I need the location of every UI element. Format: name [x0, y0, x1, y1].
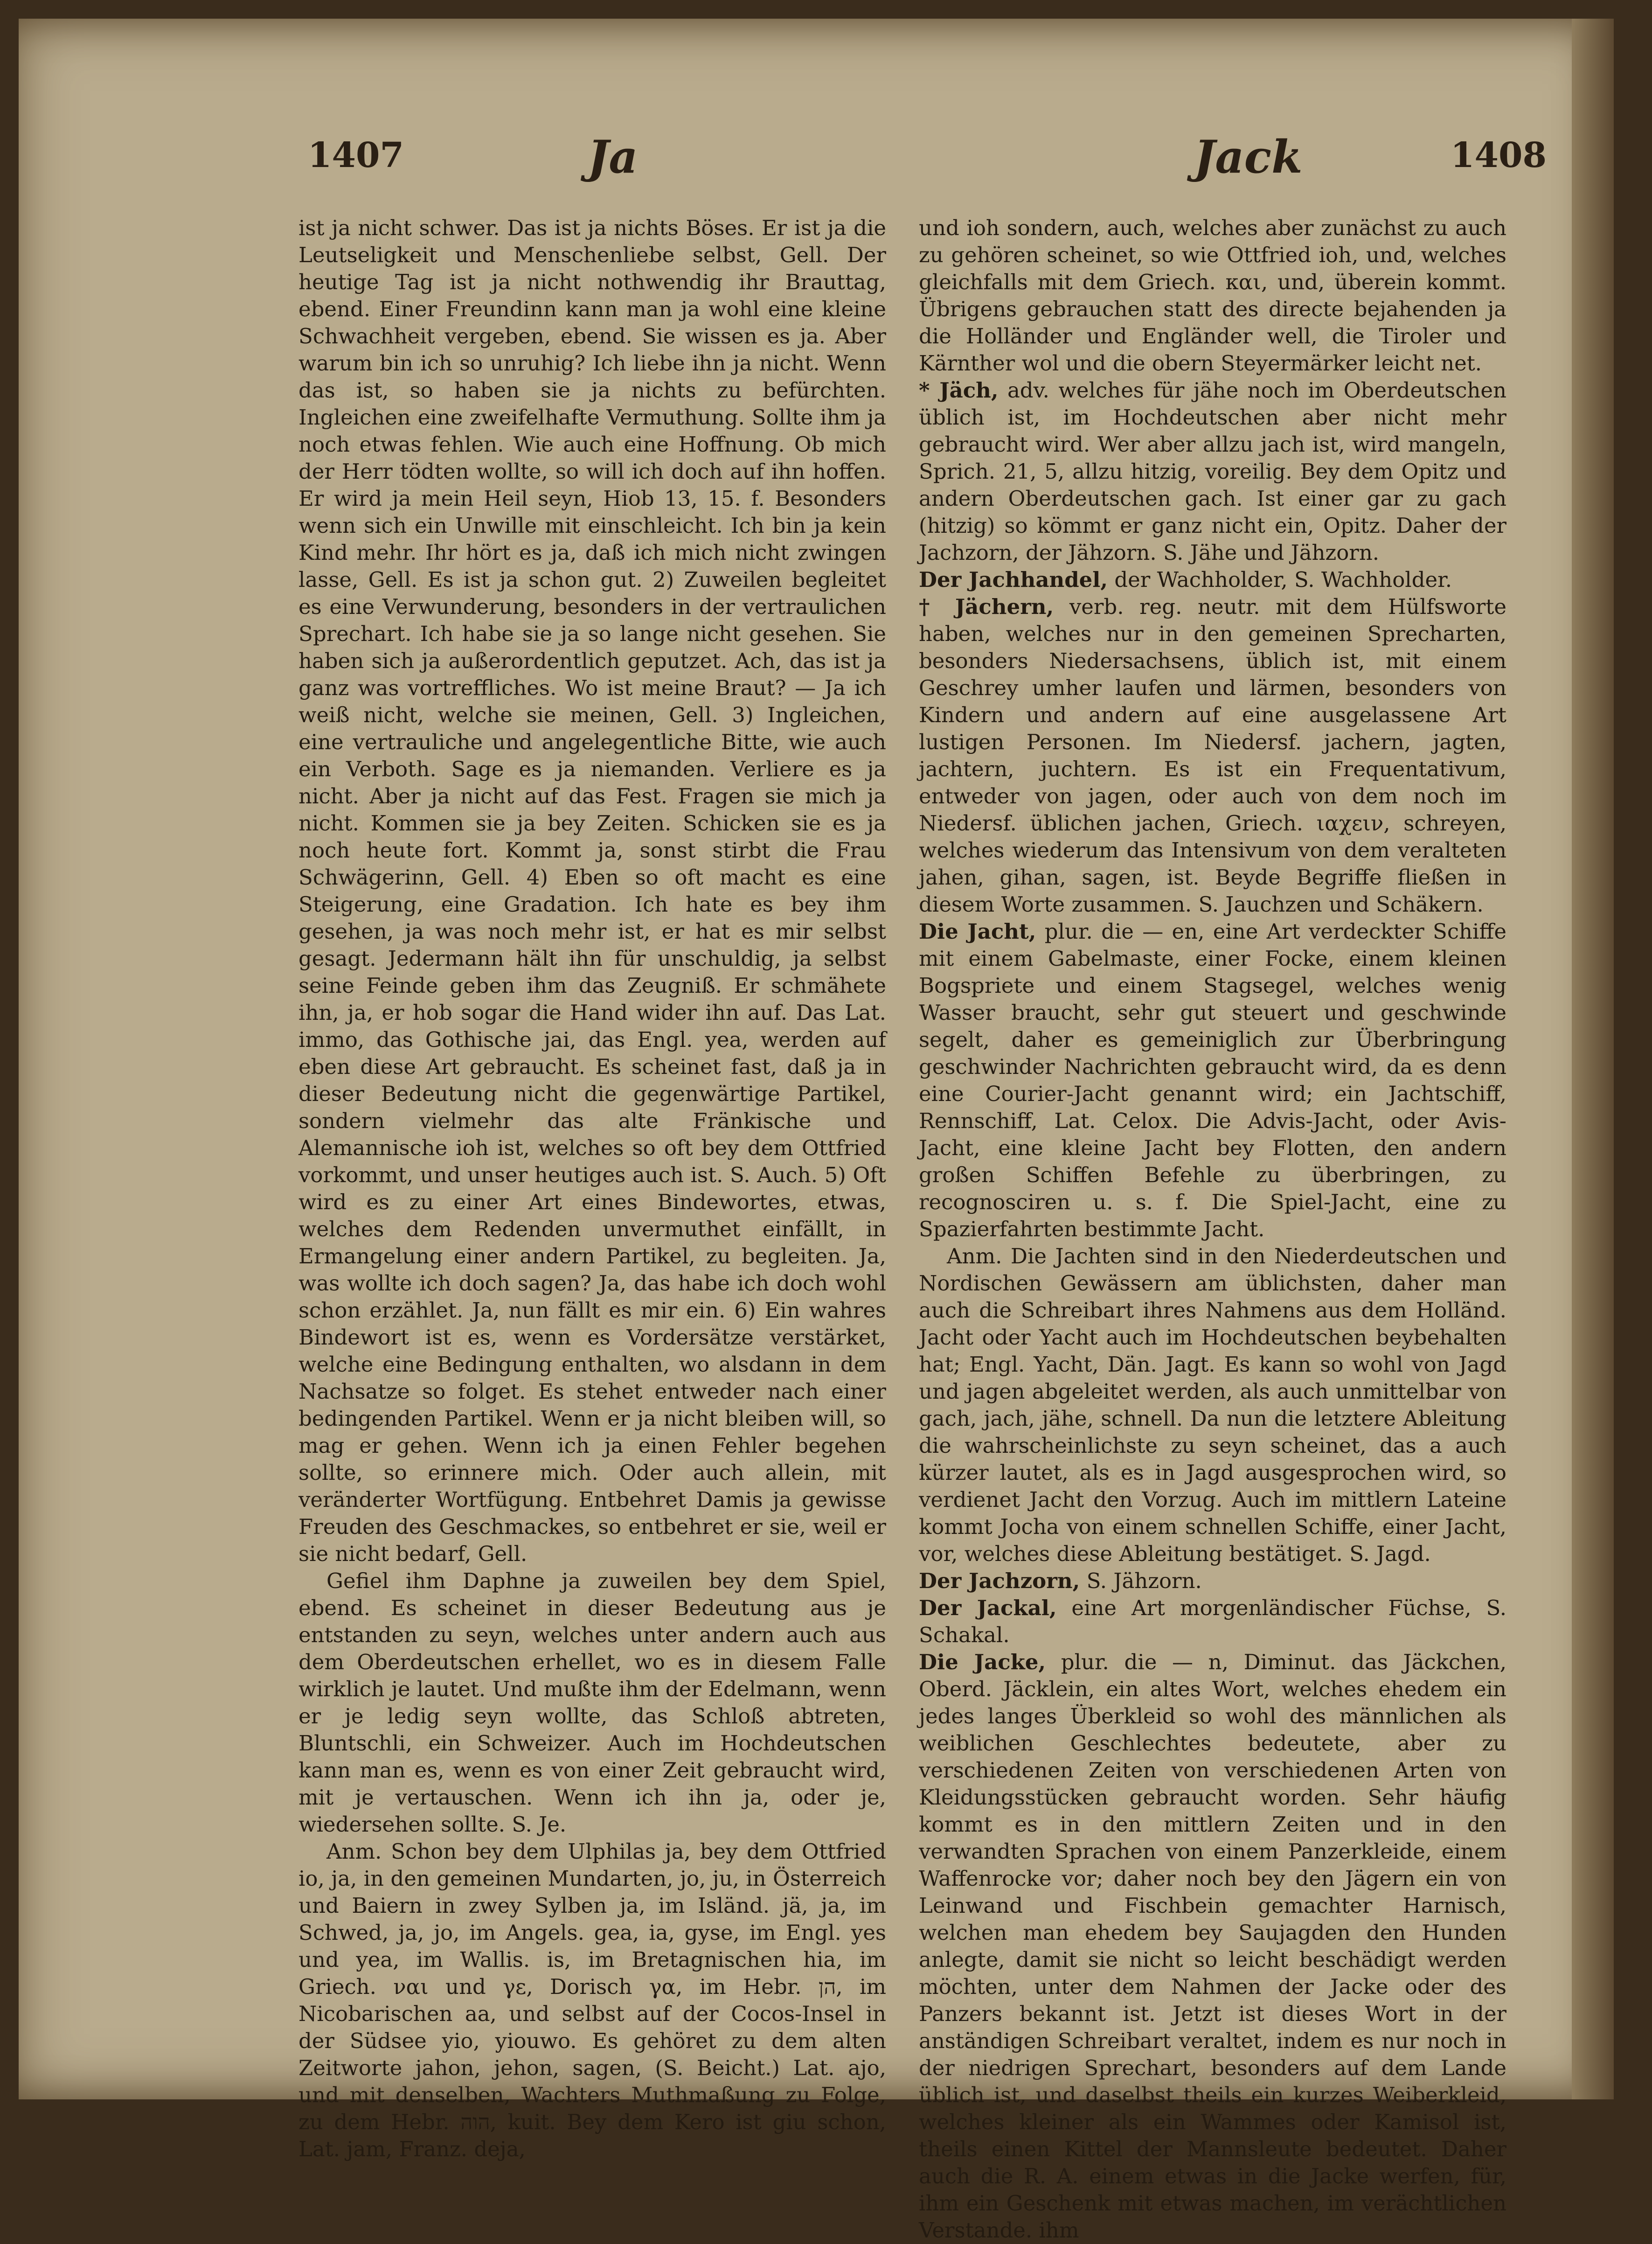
- headword: Die Jacke,: [919, 1650, 1046, 1674]
- dictionary-entry: [919, 593, 1506, 918]
- entry-text: plur. die — en, eine Art verdeckter Schiffe mit einem Gabelmaste, einer Focke, einem kleinen Bogspriete und einem Stagsegel, welches wenig Wasser braucht, sehr gut steuert und geschwinde segelt, daher es gemeiniglich zur Überbringung geschwinder Nachrichten gebraucht wird, da es denn eine Courier-Jacht genannt wird; ein Jachtschiff, Rennschiff, Lat. Celox. Die Advis-Jacht, oder Avis-Jacht, eine kleine Jacht bey Flotten, den andern großen Schiffen Befehle zu überbringen, zu recognosciren u. s. f. Die Spiel-Jacht, eine zu Spazierfahrten bestimmte Jacht.: [919, 919, 1507, 1241]
- entry-text: adv. welches für jähe noch im Oberdeutschen üblich ist, im Hochdeutschen aber nicht mehr gebraucht wird. Wer aber allzu jach ist, wird mangeln, Sprich. 21, 5, allzu hitzig, voreilig. Bey dem Opitz und andern Oberdeutschen gach. Ist einer gar zu gach (hitzig) so kömmt er ganz nicht ein, Opitz. Daher der Jachzorn, der Jähzorn. S. Jähe und Jähzorn.: [919, 378, 1506, 565]
- book-page: [19, 19, 1614, 2243]
- headword: * Jäch,: [919, 378, 999, 403]
- paragraph: Gefiel ihm Daphne ja zuweilen bey dem Spiel, ebend. Es scheinet in dieser Bedeutung aus je entstanden zu seyn, welches unter andern auch aus dem Oberdeutschen erhellet, wo es in diesem Falle wirklich je lautet. Und mußte ihm der Edelmann, wenn er je ledig seyn wollte, das Schloß abtreten, Bluntschli, ein Schweizer. Auch im Hochdeutschen kann man es, wenn es von einer Zeit gebraucht wird, mit je vertauschen. Wenn ich ihn ja, oder je, wiedersehen sollte. S. Je.: [298, 1568, 886, 1837]
- paragraph: ist ja nicht schwer. Das ist ja nichts Böses. Er ist ja die Leutseligkeit und Menschenliebe selbst, Gell. Der heutige Tag ist ja nicht nothwendig ihr Brauttag, ebend. Einer Freundinn kann man ja wohl eine kleine Schwachheit vergeben, ebend. Sie wissen es ja. Aber warum bin ich so unruhig? Ich liebe ihn ja nicht. Wenn das ist, so haben sie ja nichts zu befürchten. Ingleichen eine zweifelhafte Vermuthung. Sollte ihm ja noch etwas fehlen. Wie auch eine Hoffnung. Ob mich der Herr tödten wollte, so will ich doch auf ihn hoffen. Er wird ja mein Heil seyn, Hiob 13, 15. f. Besonders wenn sich ein Unwille mit einschleicht. Ich bin ja kein Kind mehr. Ihr hört es ja, daß ich mich nicht zwingen lasse, Gell. Es ist ja schon gut. 2) Zuweilen begleitet es eine Verwunderung, besonders in der vertraulichen Sprechart. Ich habe sie ja so lange nicht gesehen. Sie haben sich ja außerordentlich geputzet. Ach, das ist ja ganz was vortreffliches. Wo ist meine Braut? — Ja ich weiß nicht, welche sie meinen, Gell. 3) Ingleichen, eine vertrauliche und angelegentliche Bitte, wie auch ein Verboth. Sage es ja niemanden. Verliere es ja nicht. Aber ja nicht auf das Fest. Fragen sie mich ja nicht. Kommen sie ja bey Zeiten. Schicken sie es ja noch heute fort. Kommt ja, sonst stirbt die Frau Schwägerinn, Gell. 4) Eben so oft macht es eine Steigerung, eine Gradation. Ich hate es bey ihm gesehen, ja was noch mehr ist, er hat es mir selbst gesagt. Jedermann hält ihn für unschuldig, ja selbst seine Feinde geben ihm das Zeugniß. Er schmähete ihn, ja, er hob sogar die Hand wider ihn auf. Das Lat. immo, das Gothische jai, das Engl. yea, werden auf eben diese Art gebraucht. Es scheinet fast, daß ja in dieser Bedeutung nicht die gegenwärtige Partikel, sondern vielmehr das alte Fränkische und Alemannische ioh ist, welches so oft bey dem Ottfried vorkommt, und unser heutiges auch ist. S. Auch. 5) Oft wird es zu einer Art eines Bindewortes, etwas, welches dem Redenden unvermuthet einfällt, in Ermangelung einer andern Partikel, zu begleiten. Ja, was wollte ich doch sagen? Ja, das habe ich doch wohl schon erzählet. Ja, nun fällt es mir ein. 6) Ein wahres Bindewort ist es, wenn es Vordersätze verstärket, welche eine Bedingung enthalten, wo alsdann in dem Nachsatze so folget. Es stehet entweder nach einer bedingenden Partikel. Wenn er ja nicht bleiben will, so mag er gehen. Wenn ich ja einen Fehler begehen sollte, so erinnere mich. Oder auch allein, mit veränderter Wortfügung. Entbehret Damis ja gewisse Freuden des Geschmackes, so entbehret er sie, weil er sie nicht bedarf, Gell.: [298, 216, 886, 1566]
- dictionary-entry: [919, 566, 1506, 593]
- entry-text: eine Art morgenländischer Füchse, S. Schakal.: [919, 1596, 1506, 1647]
- headword: † Jächern,: [919, 594, 1054, 619]
- dictionary-entry: [919, 1568, 1506, 1595]
- headword: Der Jachhandel,: [919, 567, 1108, 592]
- page-edge: [1572, 19, 1614, 2099]
- catchword-left: Ja: [588, 131, 638, 183]
- dictionary-entry: [919, 918, 1506, 1243]
- headword: Die Jacht,: [919, 919, 1036, 944]
- left-column: [298, 215, 886, 2161]
- right-column: [919, 215, 1507, 2243]
- headword: Der Jachzorn,: [919, 1568, 1080, 1593]
- catchword-right: Jack: [1194, 131, 1303, 183]
- dictionary-entry: [919, 1649, 1506, 2244]
- dictionary-entry: [919, 1595, 1506, 1649]
- headword: Der Jackal,: [919, 1596, 1057, 1620]
- page-header: [19, 131, 1614, 201]
- dictionary-entry: [919, 377, 1506, 566]
- page-number-right: 1408: [1451, 135, 1547, 175]
- annotation: Anm. Die Jachten sind in den Niederdeutschen und Nordischen Gewässern am üblichsten, daher man auch die Schreibart ihres Nahmens aus dem Holländ. Jacht oder Yacht auch im Hochdeutschen beybehalten hat; Engl. Yacht, Dän. Jagt. Es kann so wohl von Jagd und jagen abgeleitet werden, als auch unmittelbar von gach, jach, jähe, schnell. Da nun die letztere Ableitung die wahrscheinlichste zu seyn scheinet, das a auch kürzer lautet, als es in Jagd ausgesprochen wird, so verdienet Jacht den Vorzug. Auch im mittlern Lateine kommt Jocha von einem schnellen Schiffe, einer Jacht, vor, welches diese Ableitung bestätiget. S. Jagd.: [919, 1244, 1506, 1566]
- entry-text: S. Jähzorn.: [1086, 1568, 1202, 1593]
- paragraph: und ioh sondern, auch, welches aber zunächst zu auch zu gehören scheinet, so wie Ottfried ioh, und, welches gleichfalls mit dem Griech. και, und, überein kommt. Übrigens gebrauchen statt des directe bejahenden ja die Holländer und Engländer well, die Tiroler und Kärnther wol und die obern Steyermärker leicht net.: [919, 216, 1506, 376]
- paragraph: Anm. Schon bey dem Ulphilas ja, bey dem Ottfried io, ja, in den gemeinen Mundarten, jo, ju, in Österreich und Baiern in zwey Sylben ja, im Isländ. jä, ja, im Schwed, ja, jo, im Angels. gea, ia, gyse, im Engl. yes und yea, im Wallis. is, im Bretagnischen hia, im Griech. ναι und γε, Dorisch γα, im Hebr. הן, im Nicobarischen aa, und selbst auf der Cocos-Insel in der Südsee yio, yiouwo. Es gehöret zu dem alten Zeitworte jahon, jehon, sagen, (S. Beicht.) Lat. ajo, und mit denselben, Wachters Muthmaßung zu Folge, zu dem Hebr. הוה, kuit. Bey dem Kero ist giu schon, Lat. jam, Franz. deja,: [298, 1839, 886, 2161]
- entry-text: plur. die — n, Diminut. das Jäckchen, Oberd. Jäcklein, ein altes Wort, welches ehedem ein jedes langes Überkleid so wohl des männlichen als weiblichen Geschlechtes bedeutete, aber zu verschiedenen Zeiten von verschiedenen Arten von Kleidungsstücken gebraucht worden. Sehr häufig kommt es in den mittlern Zeiten und in den verwandten Sprachen von einem Panzerkleide, einem Waffenrocke vor; daher noch bey den Jägern ein von Leinwand und Fischbein gemachter Harnisch, welchen man ehedem bey Saujagden den Hunden anlegte, damit sie nicht so leicht beschädigt werden möchten, unter dem Nahmen der Jacke oder des Panzers bekannt ist. Jetzt ist dieses Wort in der anständigen Schreibart veraltet, indem es nur noch in der niedrigen Sprechart, besonders auf dem Lande üblich ist, und daselbst theils ein kurzes Weiberkleid, welches kleiner als ein Wammes oder Kamisol ist, theils einen Kittel der Mannsleute bedeutet. Daher auch die R. A. einem etwas in die Jacke werfen, für, ihm ein Geschenk mit etwas machen, im verächtlichen Verstande. ihm: [919, 1650, 1506, 2243]
- page-number-left: 1407: [308, 135, 404, 175]
- entry-text: verb. reg. neutr. mit dem Hülfsworte haben, welches nur in den gemeinen Sprecharten, besonders Niedersachsens, üblich ist, mit einem Geschrey umher laufen und lärmen, besonders von Kindern und andern auf eine ausgelassene Art lustigen Personen. Im Niedersf. jachern, jagten, jachtern, juchtern. Es ist ein Frequentativum, entweder von jagen, oder auch von dem noch im Niedersf. üblichen jachen, Griech. ιαχειν, schreyen, welches wiederum das Intensivum von dem veralteten jahen, gihan, sagen, ist. Beyde Begriffe fließen in diesem Worte zusammen. S. Jauchzen und Schäkern.: [919, 594, 1506, 917]
- entry-text: der Wachholder, S. Wachholder.: [1114, 567, 1452, 592]
